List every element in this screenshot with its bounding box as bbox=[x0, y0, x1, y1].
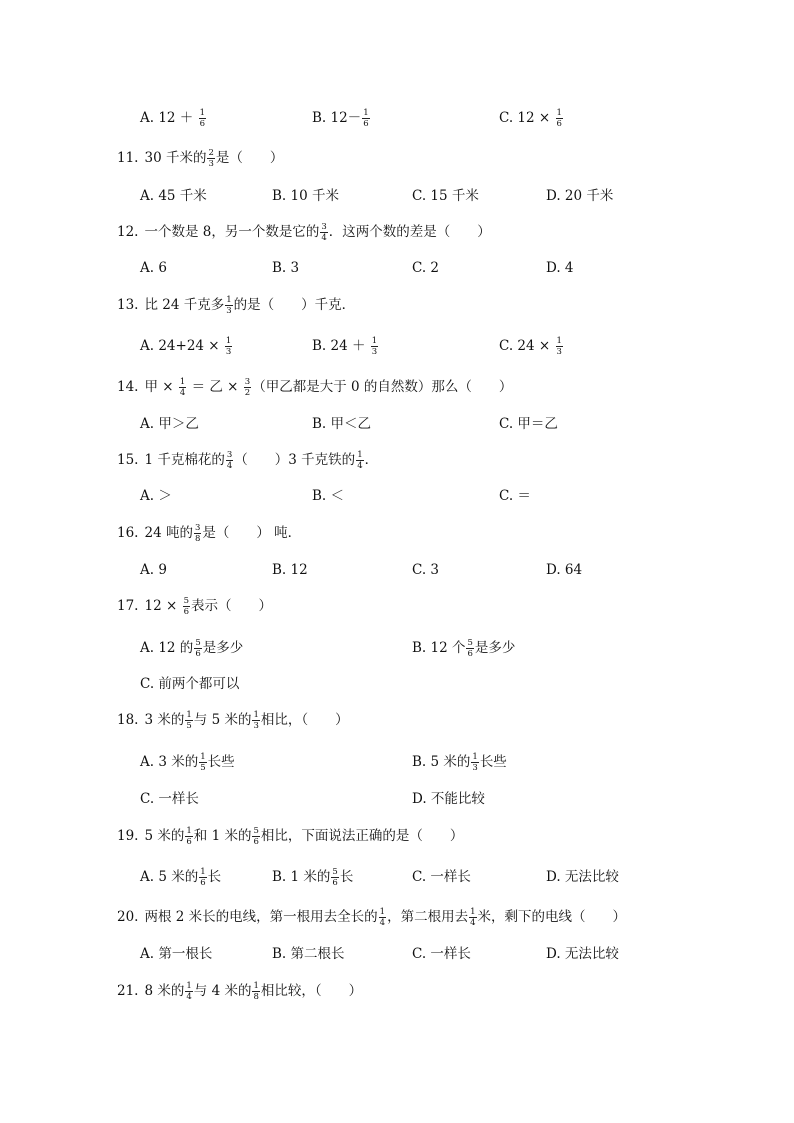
answer-option[interactable] bbox=[140, 486, 172, 510]
text-segment: 是多少 bbox=[474, 640, 516, 656]
text-segment: C. 24 × bbox=[499, 338, 555, 354]
fraction-denominator: 2 bbox=[244, 388, 251, 398]
fraction-numerator: 5 bbox=[183, 596, 189, 606]
fraction-numerator: 5 bbox=[253, 826, 259, 836]
answer-option[interactable] bbox=[140, 186, 207, 210]
fraction-numerator: 1 bbox=[186, 826, 192, 836]
fraction-denominator: 4 bbox=[186, 992, 192, 1002]
question-20-stem bbox=[117, 907, 626, 931]
text-segment: （ ）3 千克铁的 bbox=[234, 452, 356, 468]
text-segment: B. 24 ＋ bbox=[312, 338, 370, 354]
answer-option[interactable] bbox=[312, 336, 379, 360]
answer-option[interactable] bbox=[140, 560, 167, 584]
text-segment: 相比，（ ） bbox=[260, 712, 349, 728]
fraction-numerator: 1 bbox=[253, 981, 259, 991]
fraction-numerator: 1 bbox=[363, 108, 369, 118]
fraction-numerator: 1 bbox=[379, 907, 386, 917]
answer-option[interactable] bbox=[546, 944, 619, 968]
fraction-numerator: 2 bbox=[208, 148, 214, 158]
fraction-numerator: 1 bbox=[470, 907, 476, 917]
text-segment: A. 第一根长 bbox=[140, 946, 213, 962]
text-segment: A. 24+24 × bbox=[140, 338, 224, 354]
fraction-denominator: 3 bbox=[208, 159, 214, 169]
fraction-denominator: 4 bbox=[379, 918, 386, 928]
text-segment: B. 1 米的 bbox=[272, 869, 331, 885]
fraction-denominator: 3 bbox=[556, 347, 562, 357]
text-segment: 长些 bbox=[207, 754, 235, 770]
answer-option[interactable] bbox=[140, 638, 243, 662]
fraction bbox=[252, 711, 259, 730]
fraction bbox=[379, 908, 386, 927]
text-segment: 与 4 米的 bbox=[193, 983, 252, 999]
text-segment: A. 9 bbox=[140, 562, 167, 578]
answer-option[interactable] bbox=[140, 108, 207, 132]
fraction bbox=[207, 149, 214, 168]
fraction-numerator: 3 bbox=[194, 523, 201, 533]
text-segment: 比 24 千克多 bbox=[144, 297, 225, 313]
text-segment: C. 2 bbox=[412, 260, 440, 276]
text-segment: B. ＜ bbox=[312, 488, 345, 504]
text-segment: C. 一样长 bbox=[412, 946, 471, 962]
text-segment: C. 一样长 bbox=[140, 791, 199, 807]
fraction-denominator: 4 bbox=[226, 461, 233, 471]
fraction bbox=[194, 524, 201, 543]
fraction bbox=[225, 337, 232, 356]
answer-option[interactable] bbox=[140, 336, 233, 360]
answer-option[interactable] bbox=[412, 789, 485, 813]
answer-option[interactable] bbox=[499, 336, 564, 360]
fraction-denominator: 6 bbox=[195, 649, 201, 659]
fraction bbox=[252, 827, 259, 846]
text-segment: A. 5 米的 bbox=[140, 869, 199, 885]
fraction-denominator: 4 bbox=[321, 233, 327, 243]
fraction bbox=[179, 378, 186, 397]
answer-option[interactable] bbox=[272, 186, 339, 210]
fraction-denominator: 6 bbox=[556, 119, 562, 129]
fraction-denominator: 6 bbox=[363, 119, 369, 129]
answer-option[interactable] bbox=[312, 414, 371, 438]
text-segment: C. 甲＝乙 bbox=[499, 416, 558, 432]
text-segment: 相比，下面说法正确的是（ ） bbox=[260, 828, 464, 844]
text-segment: ． bbox=[364, 452, 379, 468]
text-segment: 是（ ） bbox=[215, 150, 284, 166]
fraction-numerator: 1 bbox=[186, 710, 192, 720]
text-segment: 米，剩下的电线（ ） bbox=[477, 909, 626, 925]
fraction-numerator: 1 bbox=[556, 108, 562, 118]
question-number: 14. bbox=[117, 379, 139, 395]
question-21-stem bbox=[117, 981, 362, 1005]
answer-option[interactable] bbox=[312, 486, 344, 510]
text-segment: A. 45 千米 bbox=[140, 188, 207, 204]
answer-option[interactable] bbox=[546, 867, 619, 891]
text-segment: 30 千米的 bbox=[144, 150, 207, 166]
text-segment: D. 20 千米 bbox=[546, 188, 614, 204]
text-segment: 3 米的 bbox=[144, 712, 185, 728]
fraction bbox=[362, 109, 369, 128]
answer-option[interactable] bbox=[312, 108, 371, 132]
answer-option[interactable] bbox=[412, 867, 471, 891]
text-segment: 与 5 米的 bbox=[193, 712, 252, 728]
fraction bbox=[183, 597, 190, 616]
fraction-denominator: 6 bbox=[200, 878, 206, 888]
answer-option[interactable] bbox=[272, 867, 353, 891]
fraction bbox=[185, 982, 192, 1001]
fraction bbox=[320, 223, 327, 242]
question-18-stem bbox=[117, 710, 349, 734]
fraction bbox=[226, 451, 233, 470]
question-12-stem bbox=[117, 222, 491, 246]
fraction-numerator: 1 bbox=[357, 450, 363, 460]
answer-option[interactable] bbox=[412, 258, 439, 282]
question-16-stem bbox=[117, 523, 301, 547]
fraction-numerator: 3 bbox=[321, 222, 327, 232]
text-segment: B. 甲＜乙 bbox=[312, 416, 372, 432]
fraction bbox=[185, 711, 192, 730]
text-segment: 是多少 bbox=[202, 640, 244, 656]
answer-option[interactable] bbox=[140, 789, 199, 813]
fraction-denominator: 8 bbox=[253, 992, 259, 1002]
answer-option[interactable] bbox=[140, 258, 167, 282]
fraction-denominator: 8 bbox=[194, 534, 201, 544]
answer-option[interactable] bbox=[140, 944, 212, 968]
text-segment: 长些 bbox=[479, 754, 507, 770]
question-number: 17. bbox=[117, 598, 139, 614]
text-segment: D. 不能比较 bbox=[412, 791, 485, 807]
text-segment: C. 一样长 bbox=[412, 869, 471, 885]
question-number: 16. bbox=[117, 525, 139, 541]
answer-option[interactable] bbox=[546, 258, 574, 282]
question-number: 20. bbox=[117, 909, 139, 925]
fraction bbox=[225, 296, 232, 315]
fraction bbox=[244, 378, 251, 397]
fraction bbox=[331, 868, 338, 887]
fraction bbox=[466, 639, 473, 658]
fraction-denominator: 6 bbox=[199, 119, 206, 129]
answer-option[interactable] bbox=[272, 560, 308, 584]
text-segment: A. 12 的 bbox=[140, 640, 194, 656]
fraction-denominator: 6 bbox=[253, 837, 259, 847]
fraction-denominator: 6 bbox=[183, 607, 189, 617]
text-segment: （甲乙都是大于 0 的自然数）那么（ ） bbox=[252, 379, 513, 395]
answer-option[interactable] bbox=[499, 486, 531, 510]
text-segment: 表示（ ） bbox=[190, 598, 272, 614]
text-segment: ，第二根用去 bbox=[387, 909, 469, 925]
fraction bbox=[471, 753, 478, 772]
answer-option[interactable] bbox=[412, 638, 515, 662]
answer-option[interactable] bbox=[412, 186, 479, 210]
fraction-numerator: 1 bbox=[226, 295, 232, 305]
text-segment: 24 吨的 bbox=[144, 525, 193, 541]
fraction-numerator: 1 bbox=[200, 752, 206, 762]
text-segment: C. 12 × bbox=[499, 110, 555, 126]
fraction bbox=[194, 639, 201, 658]
question-14-stem bbox=[117, 377, 512, 401]
text-segment: C. ＝ bbox=[499, 488, 531, 504]
text-segment: ＝ 乙 × bbox=[187, 379, 243, 395]
fraction bbox=[199, 753, 206, 772]
fraction-denominator: 3 bbox=[472, 763, 478, 773]
fraction-denominator: 3 bbox=[225, 347, 232, 357]
text-segment: B. 第二根长 bbox=[272, 946, 345, 962]
text-segment: 的是（ ）千克． bbox=[233, 297, 356, 313]
fraction bbox=[556, 109, 563, 128]
text-segment: B. 12 bbox=[272, 562, 308, 578]
fraction-numerator: 3 bbox=[244, 377, 251, 387]
answer-option[interactable] bbox=[412, 560, 439, 584]
fraction bbox=[199, 868, 206, 887]
fraction-numerator: 1 bbox=[199, 108, 206, 118]
text-segment: B. 12－ bbox=[312, 110, 362, 126]
question-number: 21. bbox=[117, 983, 139, 999]
question-19-stem bbox=[117, 826, 463, 850]
question-number: 11. bbox=[117, 150, 139, 166]
fraction-numerator: 3 bbox=[226, 450, 233, 460]
answer-option[interactable] bbox=[546, 560, 582, 584]
text-segment: A. 甲＞乙 bbox=[140, 416, 199, 432]
fraction-denominator: 6 bbox=[332, 878, 338, 888]
text-segment: 8 米的 bbox=[144, 983, 185, 999]
answer-option[interactable] bbox=[412, 752, 507, 776]
text-segment: D. 64 bbox=[546, 562, 583, 578]
fraction bbox=[371, 337, 378, 356]
fraction-numerator: 5 bbox=[195, 638, 201, 648]
question-number: 19. bbox=[117, 828, 139, 844]
text-segment: 1 千克棉花的 bbox=[144, 452, 225, 468]
text-segment: ．这两个数的差是（ ） bbox=[328, 224, 491, 240]
text-segment: C. 3 bbox=[412, 562, 440, 578]
fraction bbox=[556, 337, 563, 356]
answer-option[interactable] bbox=[140, 674, 239, 698]
text-segment: C. 前两个都可以 bbox=[140, 676, 240, 692]
question-17-stem bbox=[117, 596, 272, 620]
answer-option[interactable] bbox=[140, 867, 221, 891]
text-segment: A. 6 bbox=[140, 260, 167, 276]
fraction-numerator: 1 bbox=[253, 710, 259, 720]
text-segment: 是（ ） 吨． bbox=[202, 525, 302, 541]
question-number: 12. bbox=[117, 224, 139, 240]
text-segment: 长 bbox=[339, 869, 354, 885]
fraction-denominator: 4 bbox=[357, 461, 363, 471]
fraction-numerator: 1 bbox=[556, 336, 562, 346]
fraction-denominator: 6 bbox=[467, 649, 473, 659]
fraction-numerator: 1 bbox=[225, 336, 232, 346]
text-segment: 5 米的 bbox=[144, 828, 185, 844]
answer-option[interactable] bbox=[546, 186, 613, 210]
fraction-numerator: 5 bbox=[467, 638, 473, 648]
fraction bbox=[469, 908, 476, 927]
fraction-numerator: 1 bbox=[200, 867, 206, 877]
answer-option[interactable] bbox=[272, 258, 299, 282]
answer-option[interactable] bbox=[140, 752, 235, 776]
text-segment: A. 12 ＋ bbox=[140, 110, 198, 126]
fraction bbox=[199, 109, 206, 128]
fraction bbox=[252, 982, 259, 1001]
fraction-denominator: 6 bbox=[186, 837, 192, 847]
fraction bbox=[356, 451, 363, 470]
question-13-stem bbox=[117, 295, 355, 319]
text-segment: 和 1 米的 bbox=[193, 828, 252, 844]
text-segment: 12 × bbox=[144, 598, 182, 614]
fraction-denominator: 3 bbox=[371, 347, 378, 357]
text-segment: 长 bbox=[207, 869, 222, 885]
text-segment: 甲 × bbox=[144, 379, 178, 395]
answer-option[interactable] bbox=[499, 414, 558, 438]
text-segment: 一个数是 8，另一个数是它的 bbox=[144, 224, 320, 240]
answer-option[interactable] bbox=[499, 108, 564, 132]
text-segment: B. 5 米的 bbox=[412, 754, 471, 770]
question-number: 13. bbox=[117, 297, 139, 313]
fraction-numerator: 1 bbox=[472, 752, 478, 762]
fraction-denominator: 5 bbox=[200, 763, 206, 773]
fraction-numerator: 1 bbox=[179, 377, 186, 387]
question-15-stem bbox=[117, 450, 378, 474]
text-segment: A. ＞ bbox=[140, 488, 172, 504]
text-segment: B. 10 千米 bbox=[272, 188, 339, 204]
fraction-denominator: 4 bbox=[179, 388, 186, 398]
text-segment: D. 无法比较 bbox=[546, 946, 619, 962]
answer-option[interactable] bbox=[412, 944, 471, 968]
text-segment: B. 12 个 bbox=[412, 640, 466, 656]
fraction-denominator: 3 bbox=[226, 306, 232, 316]
question-number: 15. bbox=[117, 452, 139, 468]
text-segment: D. 无法比较 bbox=[546, 869, 619, 885]
answer-option[interactable] bbox=[272, 944, 345, 968]
fraction-denominator: 3 bbox=[253, 721, 259, 731]
fraction-numerator: 1 bbox=[371, 336, 378, 346]
text-segment: 两根 2 米长的电线，第一根用去全长的 bbox=[144, 909, 378, 925]
text-segment: D. 4 bbox=[546, 260, 574, 276]
text-segment: A. 3 米的 bbox=[140, 754, 199, 770]
fraction-denominator: 4 bbox=[470, 918, 476, 928]
fraction-numerator: 5 bbox=[332, 867, 338, 877]
answer-option[interactable] bbox=[140, 414, 199, 438]
text-segment: B. 3 bbox=[272, 260, 300, 276]
text-segment: 相比较，（ ） bbox=[260, 983, 363, 999]
fraction-denominator: 5 bbox=[186, 721, 192, 731]
text-segment: C. 15 千米 bbox=[412, 188, 479, 204]
fraction bbox=[185, 827, 192, 846]
fraction-numerator: 1 bbox=[186, 981, 192, 991]
question-11-stem bbox=[117, 148, 283, 172]
question-number: 18. bbox=[117, 712, 139, 728]
